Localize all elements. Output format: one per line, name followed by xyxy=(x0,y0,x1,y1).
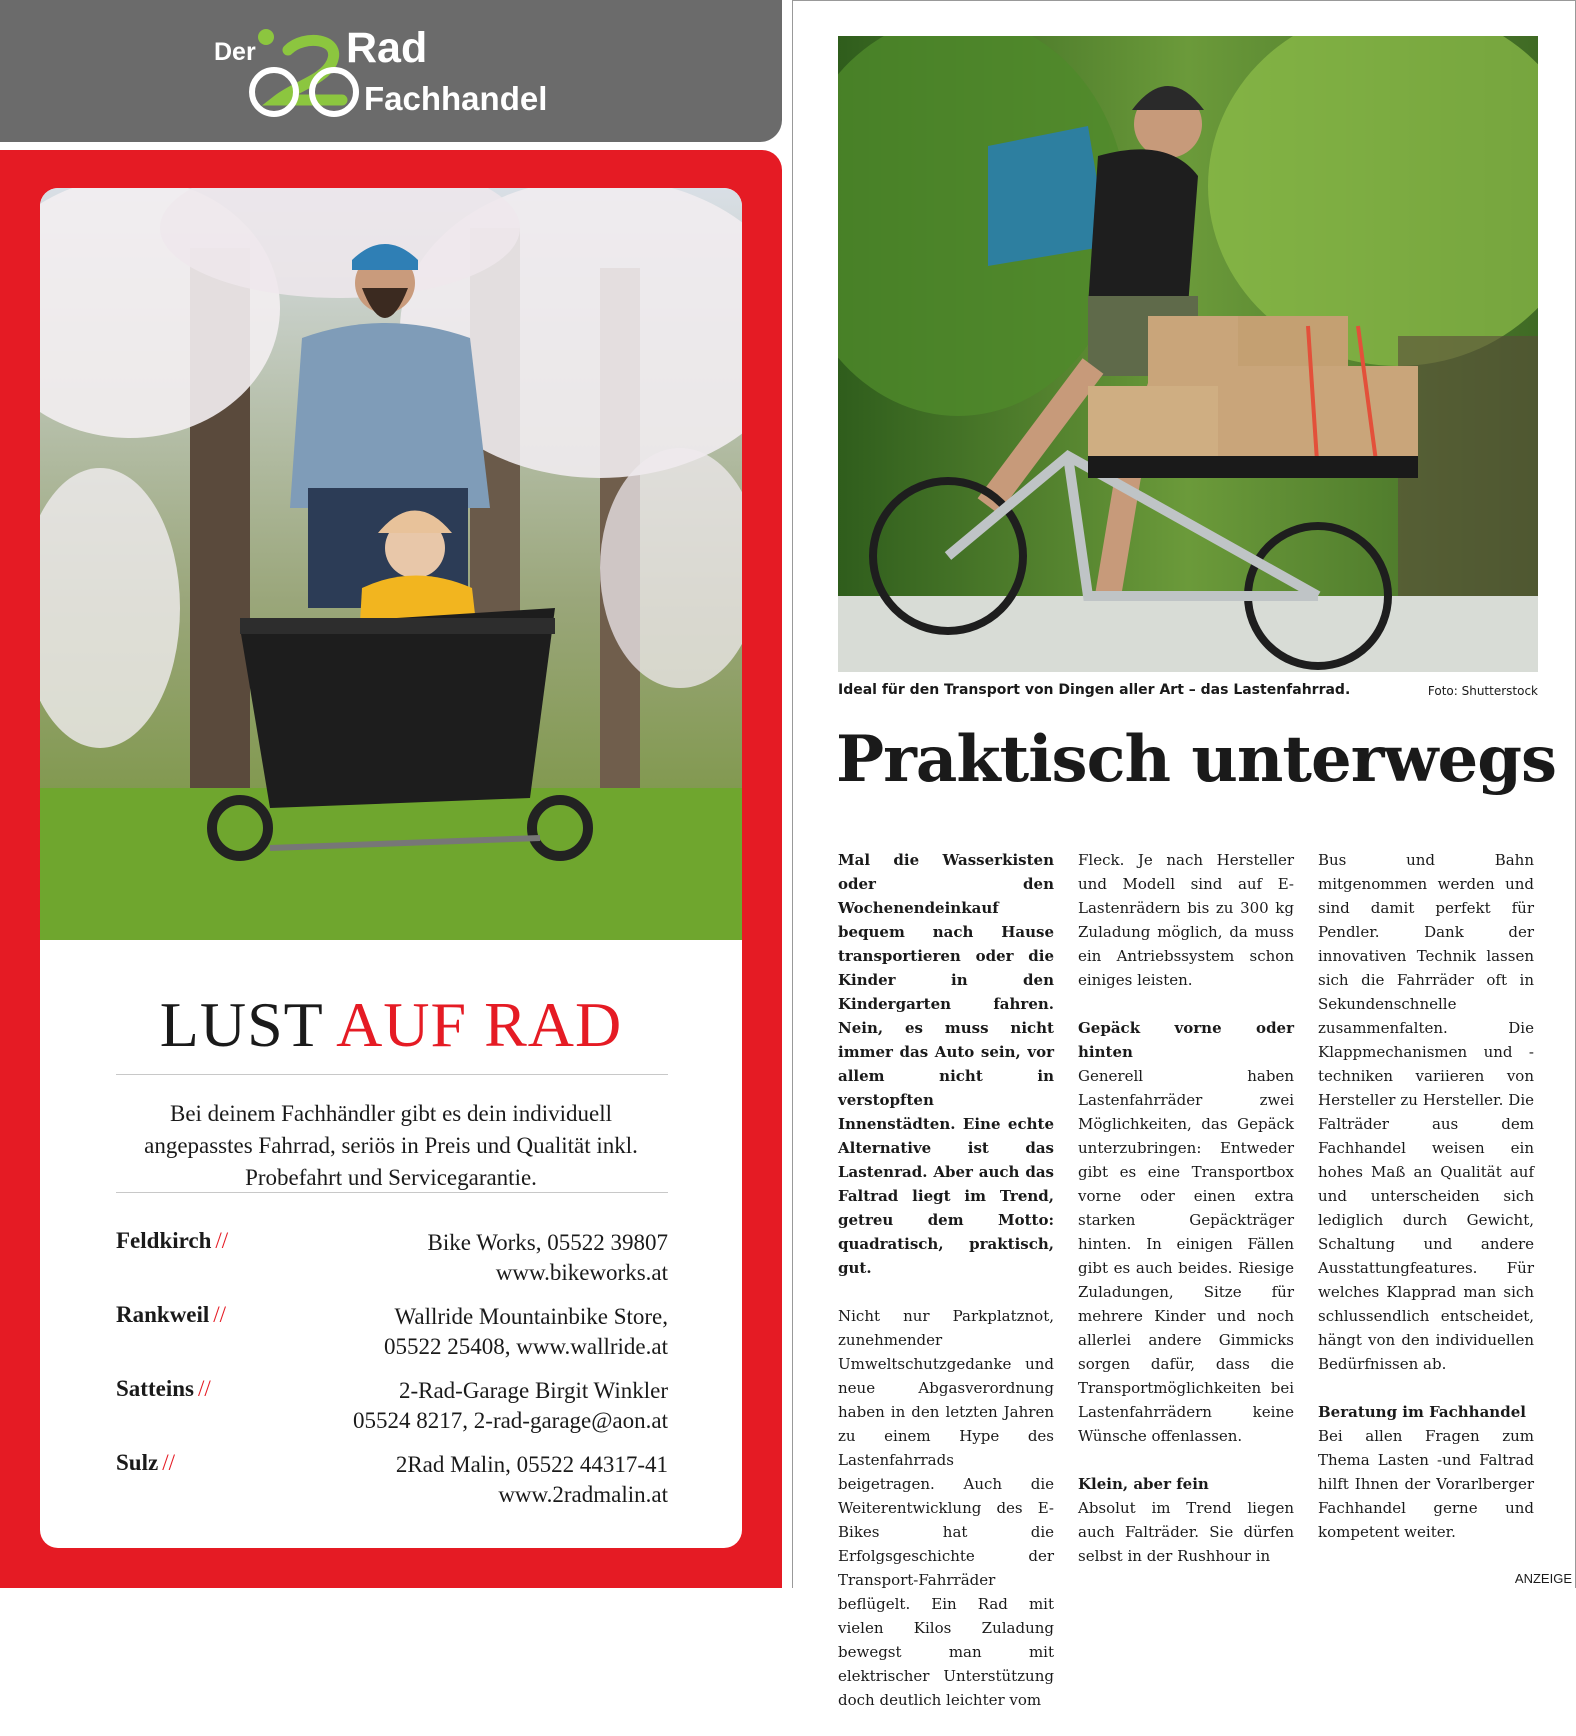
der-2rad-fachhandel-logo xyxy=(210,22,570,122)
store-city: Feldkirch // xyxy=(116,1228,229,1253)
article-paragraph: Absolut im Trend liegen auch Falträder. Sie dürfen selbst in der Rushhour in xyxy=(1078,1499,1294,1565)
store-website[interactable]: 05522 25408, www.wallride.at xyxy=(383,1334,668,1359)
store-info: Wallride Mountainbike Store, 05522 25408, www.wallride.at xyxy=(248,1302,668,1362)
store-website[interactable]: www.bikeworks.at xyxy=(495,1260,668,1285)
ad-headline-black: LUST xyxy=(159,989,337,1060)
article-paragraph: Generell haben Lastenfahrräder zwei Möglichkeiten, das Gepäck unterzubringen: Entweder gibt es eine Transportbox vorne oder einen extra starken Gepäckträger hinten. In einigen Fällen gibt es auch beides. Riesige Zuladungen, Sitze für mehrere Kinder und noch allerlei andere Gimmicks sorgen dafür, dass die Transportmöglichkeiten bei Lastenfahrrädern keine Wünsche offenlassen. xyxy=(1078,1067,1294,1445)
ad-intro-text: Bei deinem Fachhändler gibt es dein individuell angepasstes Fahrrad, seriös in Preis und Qualität inkl. Probefahrt und Servicegarantie. xyxy=(144,1101,638,1190)
article-column-3 xyxy=(1318,848,1534,1568)
ad-card xyxy=(40,188,742,1548)
store-info: 2-Rad-Garage Birgit Winkler 05524 8217, 2-rad-garage@aon.at xyxy=(248,1376,668,1436)
store-city: Sulz // xyxy=(116,1450,175,1475)
advertisement-panel xyxy=(0,0,782,1588)
photo-credit: Foto: Shutterstock xyxy=(1427,684,1538,698)
cargo-bike-boxes-photo xyxy=(838,36,1538,672)
subheading-klein: Klein, aber fein xyxy=(1078,1475,1209,1493)
store-feldkirch xyxy=(116,1228,668,1290)
store-email[interactable]: 05524 8217, 2-rad-garage@aon.at xyxy=(353,1408,668,1433)
logo-fachhandel-text: Fachhandel xyxy=(364,80,548,117)
photo-caption: Ideal für den Transport von Dingen aller Art – das Lastenfahrrad. xyxy=(838,682,1351,698)
article-paragraph: Bei allen Fragen zum Thema Lasten -und Faltrad hilft Ihnen der Vorarlberger Fachhandel gerne und kompetent weiter. xyxy=(1318,1427,1534,1541)
logo-two-glyph: 2 xyxy=(290,56,291,57)
divider-top xyxy=(116,1074,668,1075)
subheading-beratung: Beratung im Fachhandel xyxy=(1318,1403,1526,1421)
cargo-bike-child-photo xyxy=(40,188,742,940)
store-sulz xyxy=(116,1450,668,1512)
anzeige-label: ANZEIGE xyxy=(1514,1571,1572,1586)
store-website[interactable]: www.2radmalin.at xyxy=(498,1482,668,1507)
article-column-2 xyxy=(1078,848,1294,1592)
store-info: Bike Works, 05522 39807 www.bikeworks.at xyxy=(248,1228,668,1288)
article-title: Praktisch unterwegs xyxy=(836,722,1556,797)
ad-headline-red: AUF RAD xyxy=(336,989,623,1060)
store-rankweil xyxy=(116,1302,668,1364)
article-lead: Mal die Wasserkisten oder den Wochenendeinkauf bequem nach Hause transportieren oder die Kinder in den Kindergarten fahren. Nein, es muss nicht immer das Auto sein, vor allem nicht in verstopften Innenstädten. Eine echte Alternative ist das Lastenrad. Aber auch das Faltrad liegt im Trend, getreu dem Motto: quadratisch, praktisch, gut. xyxy=(838,851,1054,1277)
article-paragraph: Nicht nur Parkplatznot, zunehmender Umweltschutzgedanke und neue Abgasverordnung haben in den letzten Jahren zu einem Hype des Lastenfahrrads beigetragen. Auch die Weiterentwicklung des E-Bikes hat die Erfolgsgeschichte der Transport-Fahrräder beflügelt. Ein Rad mit vielen Kilos Zuladung bewegst man mit elektrischer Unterstützung doch deutlich leichter vom xyxy=(838,1307,1054,1709)
store-city: Satteins // xyxy=(116,1376,211,1401)
store-satteins xyxy=(116,1376,668,1438)
logo-der-text: Der xyxy=(214,38,256,66)
ad-headline xyxy=(40,988,742,1062)
subheading-gepaeck: Gepäck vorne oder hinten xyxy=(1078,1019,1294,1061)
divider-bottom xyxy=(116,1192,668,1193)
article-paragraph: Bus und Bahn mitgenommen werden und sind damit perfekt für Pendler. Dank der innovativen Technik lassen sich die Fahrräder oft in Sekundenschnelle zusammenfalten. Die Klappmechanismen und -techniken variieren von Hersteller zu Hersteller. Die Falträder aus dem Fachhandel weisen ein hohes Maß an Qualität auf und unterscheiden sich lediglich durch Gewicht, Schaltung und andere Ausstattungfeatures. Für welches Klapprad man sich schlussendlich entscheidet, hängt von den individuellen Bedürfnissen ab. xyxy=(1318,851,1534,1373)
article-paragraph: Fleck. Je nach Hersteller und Modell sind auf E-Lastenrädern bis zu 300 kg Zuladung möglich, da muss ein Antriebssystem schon einiges leisten. xyxy=(1078,851,1294,989)
header-bar xyxy=(0,0,782,142)
store-city: Rankweil // xyxy=(116,1302,227,1327)
logo-rad-text: Rad xyxy=(346,24,428,72)
article-column-1 xyxy=(838,848,1054,1736)
store-info: 2Rad Malin, 05522 44317-41 www.2radmalin.at xyxy=(248,1450,668,1510)
